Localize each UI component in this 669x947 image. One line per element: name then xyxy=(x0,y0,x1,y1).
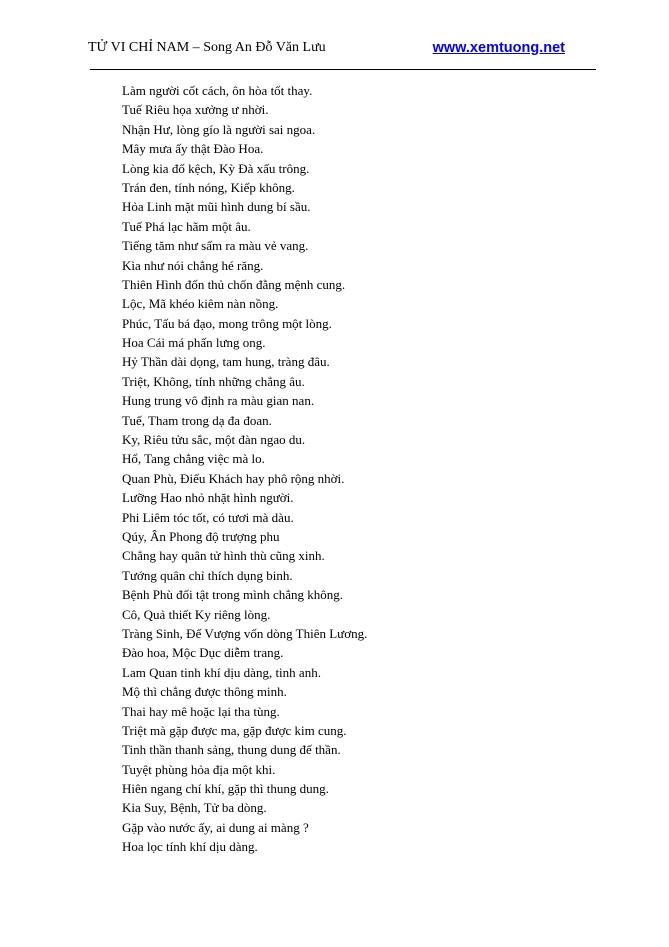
poem-line: Hỏa Linh mặt mũi hình dung bí sầu. xyxy=(122,199,311,215)
poem-line: Tinh thần thanh sảng, thung dung đế thần. xyxy=(122,742,341,758)
poem-line: Tướng quân chỉ thích dụng binh. xyxy=(122,567,293,583)
document-title: TỬ VI CHỈ NAM – Song An Đỗ Văn Lưu xyxy=(88,40,326,55)
poem-line: Kia Suy, Bệnh, Tử ba dòng. xyxy=(122,800,267,816)
poem-line: Mộ thì chẳng được thông minh. xyxy=(122,684,287,700)
poem-line: Lộc, Mã khéo kiêm nàn nồng. xyxy=(122,296,279,312)
poem-line: Làm người cốt cách, ôn hòa tốt thay. xyxy=(122,83,313,98)
poem-line: Thiên Hình đốn thủ chốn đằng mệnh cung. xyxy=(122,276,346,292)
poem-line: Trán đen, tính nóng, Kiếp không. xyxy=(122,179,295,195)
poem-line: Triệt, Không, tính những chẳng âu. xyxy=(122,373,305,389)
poem-line: Tuế, Tham trong dạ đa đoan. xyxy=(122,412,272,428)
poem-line: Hỷ Thần dài dọng, tam hung, tràng đâu. xyxy=(122,354,330,370)
poem-text xyxy=(122,81,582,857)
poem-line: Phúc, Tấu bá đạo, mong trông một lòng. xyxy=(122,315,332,331)
poem-line: Lưỡng Hao nhỏ nhặt hình người. xyxy=(122,490,294,506)
page-header xyxy=(88,38,568,62)
poem-line: Lam Quan tinh khí dịu dàng, tinh anh. xyxy=(122,664,321,680)
poem-line: Cô, Quả thiết Ky riêng lòng. xyxy=(122,606,271,622)
poem-line: Thai hay mê hoặc lại tha tùng. xyxy=(122,703,280,719)
poem-line: Quan Phù, Điếu Khách hay phô rộng nhời. xyxy=(122,470,345,486)
poem-line: Hung trung vô định ra màu gian nan. xyxy=(122,393,315,409)
header-divider xyxy=(90,69,596,70)
poem-line: Phi Liêm tóc tốt, có tươi mà dàu. xyxy=(122,509,294,525)
website-link[interactable]: www.xemtuong.net xyxy=(432,40,565,56)
poem-line: Tuế Phá lạc hãm một âu. xyxy=(122,218,251,234)
poem-line: Tuyệt phùng hỏa địa một khi. xyxy=(122,761,276,777)
poem-line: Đào hoa, Mộc Dục diễm trang. xyxy=(122,645,284,661)
poem-line: Bệnh Phù đối tật trong mình chẳng không. xyxy=(122,587,343,603)
poem-line: Lòng kia đố kệch, Kỳ Đà xấu trông. xyxy=(122,160,310,176)
poem-line: Mây mưa ấy thật Đào Hoa. xyxy=(122,141,264,157)
poem-line: Kìa như nói chẳng hé răng. xyxy=(122,257,264,273)
poem-line: Gặp vào nước ấy, ai dung ai màng ? xyxy=(122,819,309,835)
poem-line: Tràng Sinh, Đế Vượng vốn dòng Thiên Lương. xyxy=(122,625,368,641)
poem-line: Tuế Riêu họa xưởng ư nhời. xyxy=(122,102,269,118)
poem-line: Hoa Cái má phấn lưng ong. xyxy=(122,335,266,351)
poem-line: Hiên ngang chí khí, gặp thì thung dung. xyxy=(122,781,329,797)
poem-line: Hổ, Tang chẳng việc mà lo. xyxy=(122,451,265,467)
poem-line: Ky, Riêu tửu sắc, một đàn ngao du. xyxy=(122,432,306,448)
poem-line: Qúy, Ân Phong độ trượng phu xyxy=(122,528,280,544)
poem-line: Chẳng hay quân tử hình thù cũng xinh. xyxy=(122,548,325,564)
poem-line: Nhận Hư, lòng gío là người sai ngoa. xyxy=(122,121,316,137)
poem-line: Hoa lọc tính khí dịu dàng. xyxy=(122,839,258,855)
poem-line: Triệt mà gặp được ma, gặp được kim cung. xyxy=(122,722,347,738)
poem-line: Tiếng tăm như sấm ra màu vẻ vang. xyxy=(122,238,309,254)
